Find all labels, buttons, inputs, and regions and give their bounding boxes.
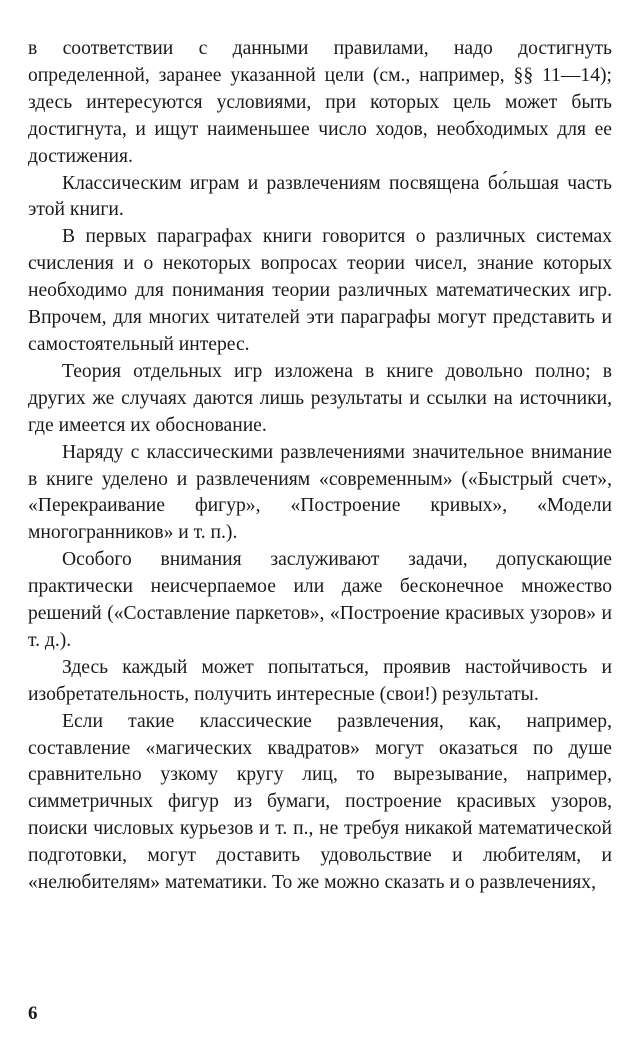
paragraph-magic-squares: Если такие классические развлечения, как, например, составление «магических квадратов» могут оказаться по душе сравнительно узкому кругу лиц, то вырезывание, например, симметричных фигур из бумаги, построение красивых узоров, поиски числовых курьезов и т. п., не требуя никакой математической подготовки, могут доставить удовольствие и любителям, и «нелюбителям» математики. То же можно сказать и о развлечениях,	[28, 710, 612, 894]
page-number: 6	[28, 1003, 38, 1024]
paragraph-modern-recreations: Наряду с классическими развлечениями значительное внимание в книге уделено и развлечениям «современным» («Быстрый счет», «Перекраивание фигур», «Построение кривых», «Модели многогранников» и т. п.).	[28, 441, 612, 544]
paragraph-classic-games: Классическим играм и развлечениям посвящена бо́льшая часть этой книги.	[28, 172, 612, 221]
paragraph-game-theory: Теория отдельных игр изложена в книге довольно полно; в других же случаях даются лишь результаты и ссылки на источники, где имеется их обоснование.	[28, 360, 612, 436]
page-body	[28, 36, 612, 897]
paragraph-number-systems: В первых параграфах книги говорится о различных системах счисления и о некоторых вопросах теории чисел, знание которых необходимо для понимания теории различных математических игр. Впрочем, для многих читателей эти параграфы могут представить и самостоятельный интерес.	[28, 226, 612, 355]
paragraph-own-results: Здесь каждый может попытаться, проявив настойчивость и изобретательность, получить интересные (свои!) результаты.	[28, 656, 612, 705]
paragraph-infinite-solutions: Особого внимания заслуживают задачи, допускающие практически неисчерпаемое или даже бесконечное множество решений («Составление паркетов», «Построение красивых узоров» и т. д.).	[28, 549, 612, 651]
paragraph-continued: в соответствии с данными правилами, надо достигнуть определенной, заранее указанной цели (см., например, §§ 11—14); здесь интересуются условиями, при которых цель может быть достигнута, и ищут наименьшее число ходов, необходимых для ее достижения.	[28, 38, 612, 167]
